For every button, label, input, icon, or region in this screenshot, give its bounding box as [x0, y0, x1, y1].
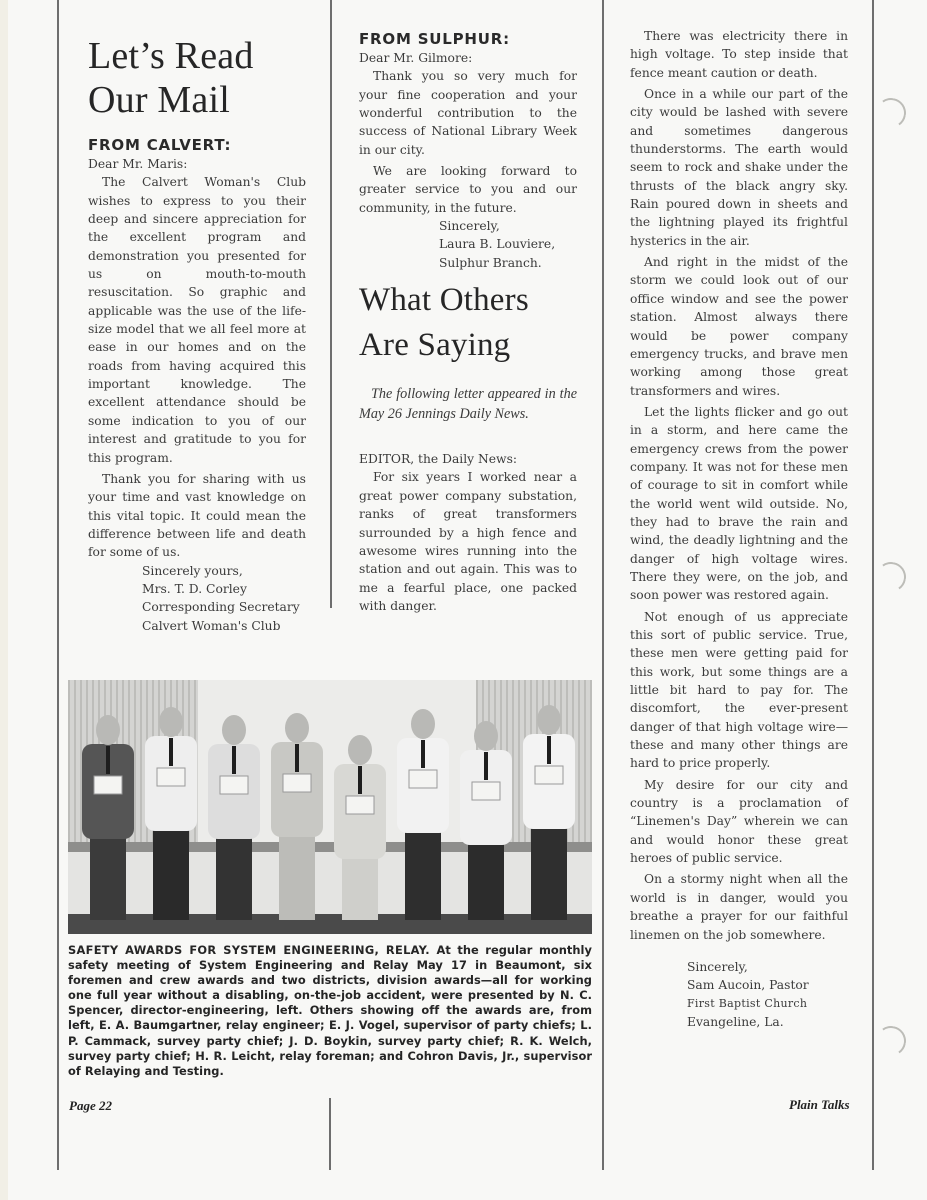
signature-name: Sam Aucoin, Pastor: [687, 978, 809, 993]
person-legs: [279, 834, 315, 920]
award-certificate: [283, 774, 311, 792]
page-rule-far-right: [872, 0, 874, 1170]
title-line-1: Let’s Read: [88, 35, 254, 77]
column-rule-middle-bottom: [329, 1098, 331, 1170]
letter-calvert: [88, 136, 306, 635]
signature-line: Sincerely,: [439, 219, 500, 234]
necktie: [484, 752, 488, 780]
article-paragraph: For six years I worked near a great power company substation, ranks of great transformers surrounded by a high fence and awesome wires running into the station and out again. This was to me a fearful place, one packed with danger.: [359, 470, 577, 613]
person-head: [348, 735, 372, 765]
signature-closing: Sincerely,: [687, 959, 748, 974]
person-legs: [531, 826, 567, 920]
photo-caption: [68, 943, 592, 1079]
left-column: [88, 34, 306, 635]
binder-hole-middle: [874, 560, 909, 595]
person-legs: [468, 842, 504, 920]
binder-hole-bottom: [874, 1024, 909, 1059]
article-paragraph: There was electricity there in high voltage. To step inside that fence meant caution or death.: [630, 29, 848, 80]
column-rule-right: [602, 0, 604, 1170]
person-head: [411, 709, 435, 739]
right-column: [630, 27, 848, 1031]
article-paragraph: Not enough of us appreciate this sort of public service. True, these men were getting paid for this work, but some things are a little bit hard to pay for. The discomfort, the ever-present danger of that high voltage wire—these and many other things are hard to price properly.: [630, 609, 848, 771]
award-certificate: [346, 796, 374, 814]
award-certificate: [409, 770, 437, 788]
signature-line: Corresponding Secretary: [142, 600, 300, 615]
middle-column: [359, 30, 577, 615]
person-head: [222, 715, 246, 745]
letter-paragraph: We are looking forward to greater service to you and our community, in the future.: [359, 164, 577, 215]
award-certificate: [220, 776, 248, 794]
caption-text: At the regular monthly safety meeting of System Engineering and Relay May 17 in Beaumont, six foremen and crew awards and two districts, division awards—all for working one full year without a disabling, on-the-job accident, were presented by N. C. Spencer, director-engineering, left. Others showing off the awards are, from left, E. A. Baumgartner, relay engineer; E. J. Vogel, supervisor of party chiefs; L. P. Cammack, survey party chief; J. D. Boykin, survey party chief; R. K. Welch, survey party chief; H. R. Leicht, relay foreman; and Cohron Davis, Jr., supervisor of Relaying and Testing.: [68, 943, 592, 1078]
article-paragraph: And right in the midst of the storm we could look out of our office window and see the power station. Almost always there would be power company emergency trucks, and brave men working among those great transformers and wires.: [630, 255, 848, 398]
award-certificate: [94, 776, 122, 794]
award-certificate: [157, 768, 185, 786]
award-certificate: [535, 766, 563, 784]
page-edge: [0, 0, 8, 1200]
person-head: [285, 713, 309, 743]
award-photo: [68, 680, 592, 934]
floor: [68, 914, 592, 934]
person-head: [537, 705, 561, 735]
signature-line: Sulphur Branch.: [439, 255, 542, 270]
necktie: [295, 744, 299, 772]
signature-place: Evangeline, La.: [687, 1014, 784, 1029]
necktie: [358, 766, 362, 794]
person-legs: [153, 828, 189, 920]
letter-salutation: Dear Mr. Gilmore:: [359, 51, 473, 65]
editor-salutation: EDITOR, the Daily News:: [359, 452, 518, 467]
award-photo-image: [68, 680, 592, 934]
necktie: [106, 746, 110, 774]
column-rule-left: [57, 0, 59, 1170]
intro-note: The following letter appeared in the May 26 Jennings Daily News.: [359, 386, 577, 423]
necktie: [547, 736, 551, 764]
letter-signature: [359, 217, 577, 272]
signature-org: First Baptist Church: [687, 996, 808, 1010]
title-line-2: Our Mail: [88, 79, 230, 121]
letter-sulphur: [359, 30, 577, 272]
stage-front: [68, 852, 592, 914]
necktie: [169, 738, 173, 766]
letter-salutation: Dear Mr. Maris:: [88, 157, 188, 171]
signature-line: Calvert Woman's Club: [142, 618, 281, 633]
stage-edge: [68, 842, 592, 852]
binder-hole-top: [874, 96, 909, 131]
title-line-2: Are Saying: [359, 327, 511, 364]
page-number: Page 22: [69, 1098, 112, 1113]
signature-line: Mrs. T. D. Corley: [142, 581, 247, 596]
article-signature: [630, 958, 848, 1031]
publication-name: Plain Talks: [789, 1097, 850, 1112]
award-certificate: [472, 782, 500, 800]
caption-lead: SAFETY AWARDS FOR SYSTEM ENGINEERING, RELAY.: [68, 943, 430, 957]
signature-line: Sincerely yours,: [142, 563, 243, 578]
person-legs: [342, 856, 378, 920]
article-paragraph: My desire for our city and country is a proclamation of “Linemen's Day” wherein we can and would honor these great heroes of public service.: [630, 777, 848, 866]
letter-paragraph: Thank you so very much for your fine cooperation and your wonderful contribution to the success of National Library Week in our city.: [359, 69, 577, 157]
letter-paragraph: Thank you for sharing with us your time and vast knowledge on this vital topic. It could mean the difference between life and death for some of us.: [88, 471, 306, 560]
necktie: [232, 746, 236, 774]
person-legs: [90, 836, 126, 920]
title-line-1: What Others: [359, 282, 529, 319]
person-legs: [216, 836, 252, 920]
person-head: [474, 721, 498, 751]
letter-paragraph: The Calvert Woman's Club wishes to express to you their deep and sincere appreciation for the excellent program and demonstration you presented for us on mouth-to-mouth resuscitation. So graphic and applicable was the use of the life-size model that we all feel more at ease in our homes and on the roads from having acquired this important knowledge. The excellent attendance should be some indication to you of our interest and gratitude to you for this program.: [88, 175, 306, 465]
letter-signature: [88, 562, 306, 635]
section-title: [359, 278, 577, 368]
letter-heading: FROM CALVERT:: [88, 136, 232, 154]
signature-line: Laura B. Louviere,: [439, 237, 556, 252]
article-paragraph: Once in a while our part of the city would be lashed with severe and sometimes dangerous thunderstorms. The earth would seem to rock and shake under the thrusts of the black angry sky. Rain poured down in sheets and the lightning played its frightful hysterics in the air.: [630, 87, 848, 248]
column-rule-middle-top: [330, 0, 332, 608]
person-head: [159, 707, 183, 737]
person-head: [96, 715, 120, 745]
article-paragraph: Let the lights flicker and go out in a storm, and here came the emergency crews from the power company. It was not for these men of courage to sit in comfort while the world went wild outside. No, they had to brave the rain and wind, the deadly lightning and the danger of high voltage wires. There they were, on the job, and soon power was restored again.: [630, 404, 848, 603]
letter-heading: FROM SULPHUR:: [359, 30, 510, 48]
article-paragraph: On a stormy night when all the world is in danger, would you breathe a prayer for our faithful linemen on the job somewhere.: [630, 872, 848, 942]
person-legs: [405, 830, 441, 920]
necktie: [421, 740, 425, 768]
page-title: [88, 34, 306, 122]
